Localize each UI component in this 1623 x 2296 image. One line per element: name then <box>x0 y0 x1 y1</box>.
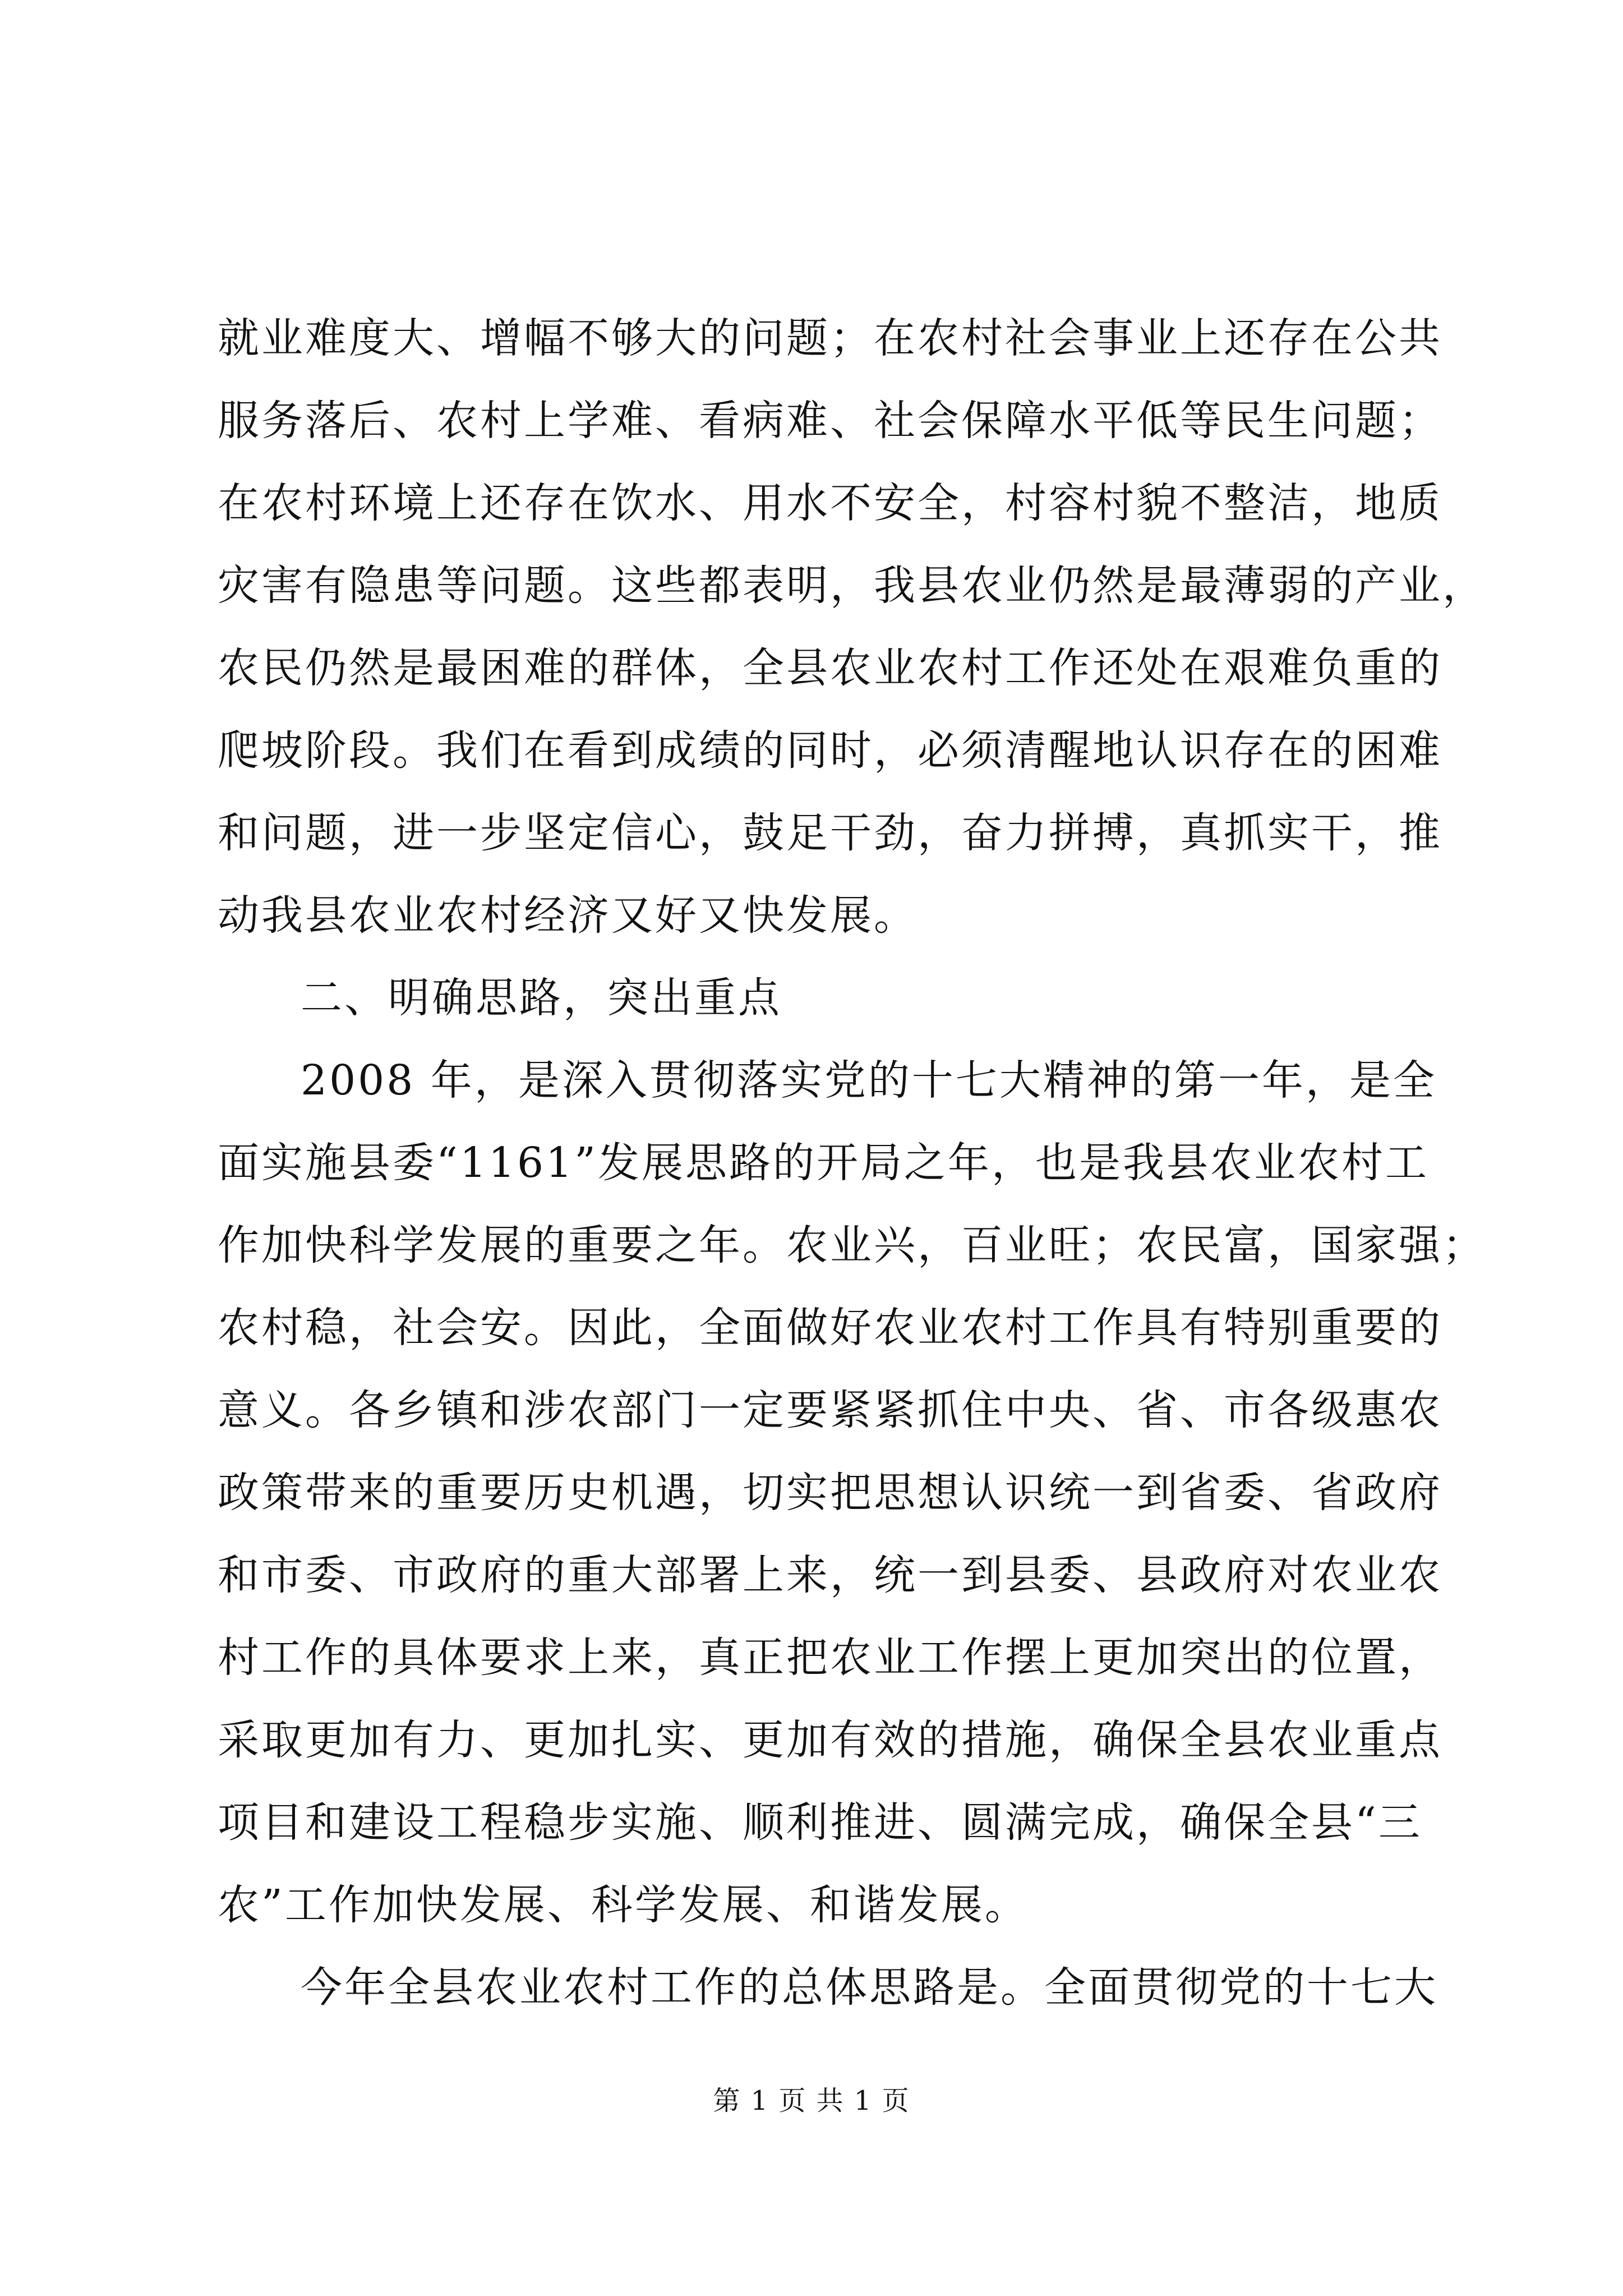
body-line: 面实施县委“1161”发展思路的开局之年，也是我县农业农村工 <box>218 1139 1429 1187</box>
body-line: 意义。各乡镇和涉农部门一定要紧紧抓住中央、省、市各级惠农 <box>218 1386 1442 1434</box>
page-footer: 第 1 页 共 1 页 <box>713 2085 910 2116</box>
body-line: 服务落后、农村上学难、看病难、社会保障水平低等民生问题； <box>218 397 1442 445</box>
body-line: 政策带来的重要历史机遇，切实把思想认识统一到省委、省政府 <box>218 1469 1442 1517</box>
body-line: 就业难度大、增幅不够大的问题；在农村社会事业上还存在公共 <box>218 314 1442 362</box>
body-line: 灾害有隐患等问题。这些都表明，我县农业仍然是最薄弱的产业， <box>218 562 1486 610</box>
body-line: 动我县农业农村经济又好又快发展。 <box>218 891 917 940</box>
document-body <box>218 297 1486 2029</box>
body-line: 2008 年，是深入贯彻落实党的十七大精神的第一年，是全 <box>301 1056 1437 1105</box>
section-heading: 二、明确思路，突出重点 <box>301 974 782 1022</box>
body-line: 在农村环境上还存在饮水、用水不安全，村容村貌不整洁，地质 <box>218 479 1442 527</box>
body-line: 今年全县农业农村工作的总体思路是。全面贯彻党的十七大 <box>301 1963 1438 2012</box>
body-line: 爬坡阶段。我们在看到成绩的同时，必须清醒地认识存在的困难 <box>218 726 1442 775</box>
body-line: 项目和建设工程稳步实施、顺利推进、圆满完成，确保全县“三 <box>218 1798 1422 1847</box>
body-line: 采取更加有力、更加扎实、更加有效的措施，确保全县农业重点 <box>218 1716 1442 1764</box>
body-line: 和问题，进一步坚定信心，鼓足干劲，奋力拼搏，真抓实干，推 <box>218 809 1442 857</box>
body-line: 农”工作加快发展、科学发展、和谐发展。 <box>218 1881 1029 1929</box>
body-line: 农村稳，社会安。因此，全面做好农业农村工作具有特别重要的 <box>218 1304 1442 1352</box>
body-line: 村工作的具体要求上来，真正把农业工作摆上更加突出的位置， <box>218 1634 1442 1682</box>
body-line: 和市委、市政府的重大部署上来，统一到县委、县政府对农业农 <box>218 1551 1442 1599</box>
body-line: 农民仍然是最困难的群体，全县农业农村工作还处在艰难负重的 <box>218 644 1442 692</box>
body-line: 作加快科学发展的重要之年。农业兴，百业旺；农民富，国家强； <box>218 1221 1486 1269</box>
